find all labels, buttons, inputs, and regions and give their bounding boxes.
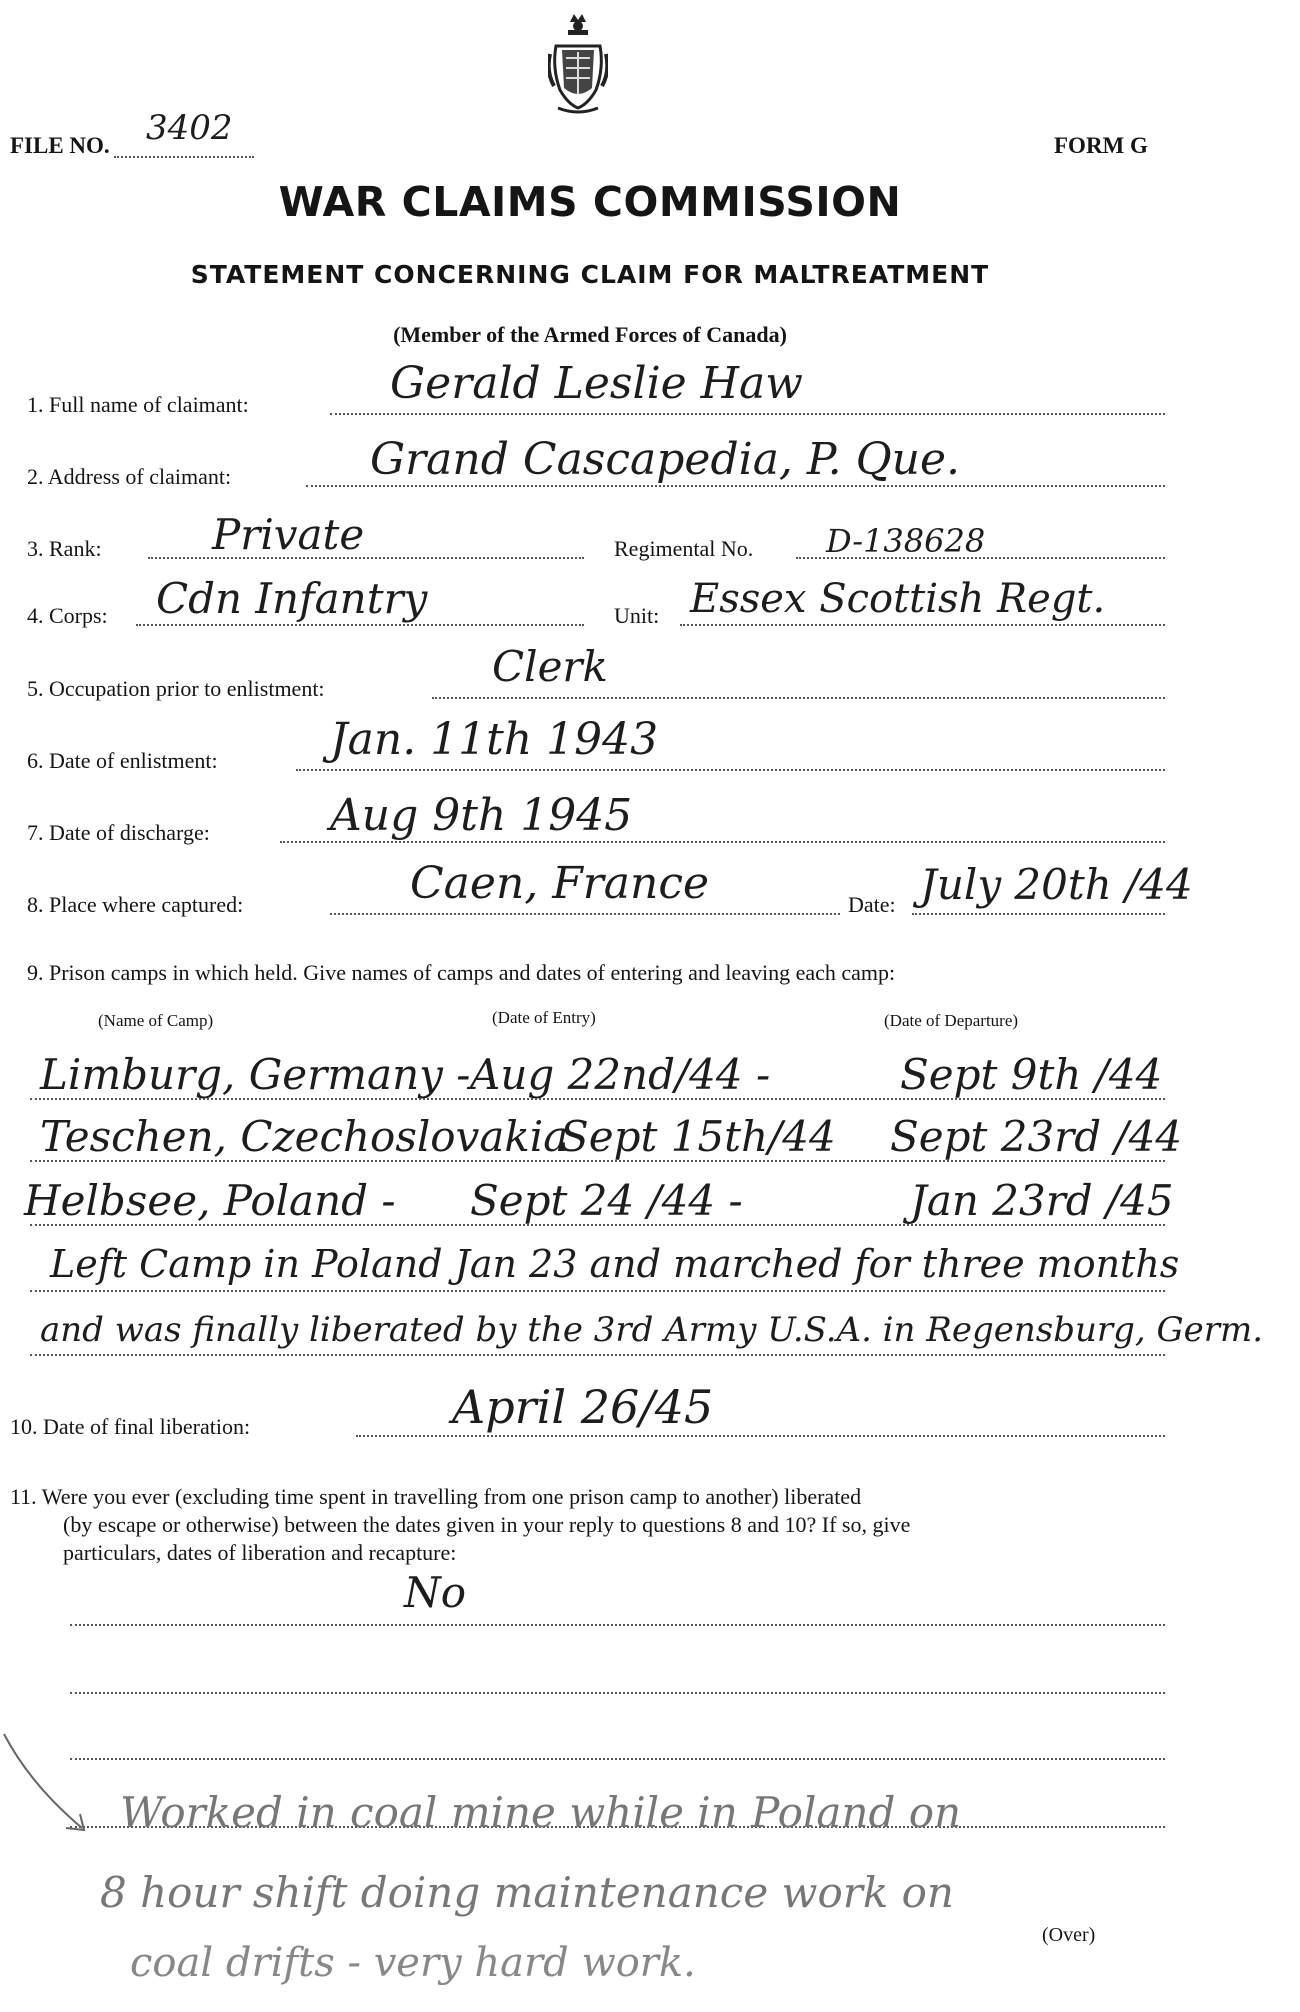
file-number-line <box>114 156 254 158</box>
q3-label: 3. Rank: <box>27 536 102 561</box>
q10-label: 10. Date of final liberation: <box>10 1414 251 1439</box>
q3-answer: Private <box>212 510 365 559</box>
unit-answer: Essex Scottish Regt. <box>690 576 1106 622</box>
q7-line <box>280 841 1165 843</box>
col-name-of-camp: (Name of Camp) <box>98 1011 214 1030</box>
q11-label-line-3: particulars, dates of liberation and recapture: <box>63 1540 457 1565</box>
q1-label: 1. Full name of claimant: <box>27 392 249 417</box>
camp-entry-date: Aug 22nd/44 - <box>470 1050 771 1099</box>
file-number-label: FILE NO. <box>10 133 110 158</box>
document-title: WAR CLAIMS COMMISSION <box>278 178 902 226</box>
q8-answer: Caen, France <box>410 858 710 909</box>
q4-label: 4. Corps: <box>27 603 108 628</box>
q1-line <box>330 413 1165 415</box>
q6-answer: Jan. 11th 1943 <box>330 714 659 765</box>
q4-line <box>136 624 584 626</box>
file-number-value: 3402 <box>146 108 233 148</box>
camp-entry-date: Sept 24 /44 - <box>470 1176 743 1225</box>
q11-line <box>70 1624 1165 1626</box>
q2-answer: Grand Cascapedia, P. Que. <box>370 434 961 485</box>
q10-line <box>356 1435 1165 1437</box>
q8-line <box>330 913 840 915</box>
q11-label-line-1: 11. Were you ever (excluding time spent in travelling from one prison camp to another) liberated <box>10 1484 862 1509</box>
camp-departure-date: Jan 23rd /45 <box>910 1176 1174 1225</box>
camp-departure-date: Sept 23rd /44 <box>890 1112 1183 1161</box>
notes-line-3: coal drifts - very hard work. <box>130 1940 696 1986</box>
q5-line <box>432 697 1165 699</box>
camp-name: Limburg, Germany - <box>40 1050 471 1099</box>
camp-note-line-2: and was finally liberated by the 3rd Army U.S.A. in Regensburg, Germ. <box>40 1310 1264 1350</box>
q6-line <box>296 769 1165 771</box>
camp-note-line <box>30 1354 1165 1356</box>
camp-note-line-1: Left Camp in Poland Jan 23 and marched for three months <box>50 1242 1180 1286</box>
q2-label: 2. Address of claimant: <box>27 464 232 489</box>
capture-date-label: Date: <box>848 892 896 917</box>
camp-row-line <box>30 1160 1165 1162</box>
camp-entry-date: Sept 15th/44 <box>560 1112 836 1161</box>
q11-answer: No <box>404 1568 467 1617</box>
member-note: (Member of the Armed Forces of Canada) <box>393 322 787 347</box>
q11-line <box>70 1758 1165 1760</box>
camp-name: Teschen, Czechoslovakia <box>40 1112 569 1161</box>
col-date-of-entry: (Date of Entry) <box>492 1008 596 1027</box>
unit-line <box>680 624 1165 626</box>
q2-line <box>306 485 1165 487</box>
camp-departure-date: Sept 9th /44 <box>900 1050 1163 1099</box>
q8-label: 8. Place where captured: <box>27 892 244 917</box>
camp-name: Helbsee, Poland - <box>24 1176 396 1225</box>
q4-answer: Cdn Infantry <box>156 574 428 623</box>
form-label: FORM G <box>1054 133 1148 158</box>
q6-label: 6. Date of enlistment: <box>27 748 218 773</box>
camp-note-line <box>30 1290 1165 1292</box>
coat-of-arms-crest <box>548 8 608 118</box>
pencil-arrow-icon <box>0 1724 100 1844</box>
over-label: (Over) <box>1042 1924 1096 1946</box>
q7-label: 7. Date of discharge: <box>27 820 210 845</box>
q5-label: 5. Occupation prior to enlistment: <box>27 676 325 701</box>
q7-answer: Aug 9th 1945 <box>330 790 633 841</box>
q11-label-line-2: (by escape or otherwise) between the dates given in your reply to questions 8 and 10? If so, give <box>63 1512 911 1537</box>
document-subtitle: STATEMENT CONCERNING CLAIM FOR MALTREATMENT <box>190 260 990 289</box>
notes-line-1: Worked in coal mine while in Poland on <box>120 1788 962 1837</box>
camp-row-line <box>30 1224 1165 1226</box>
q5-answer: Clerk <box>492 642 608 691</box>
camp-row-line <box>30 1098 1165 1100</box>
notes-line-2: 8 hour shift doing maintenance work on <box>100 1868 954 1917</box>
q1-answer: Gerald Leslie Haw <box>390 358 803 409</box>
regimental-no-label: Regimental No. <box>614 536 754 561</box>
q11-line <box>70 1692 1165 1694</box>
regimental-no-answer: D-138628 <box>826 522 986 560</box>
col-date-of-departure: (Date of Departure) <box>884 1011 1019 1030</box>
q9-label: 9. Prison camps in which held. Give names of camps and dates of entering and leaving each camp: <box>27 960 896 985</box>
q10-answer: April 26/45 <box>452 1380 714 1434</box>
capture-date-answer: July 20th /44 <box>920 860 1193 909</box>
unit-label: Unit: <box>614 603 660 628</box>
capture-date-line <box>912 913 1165 915</box>
